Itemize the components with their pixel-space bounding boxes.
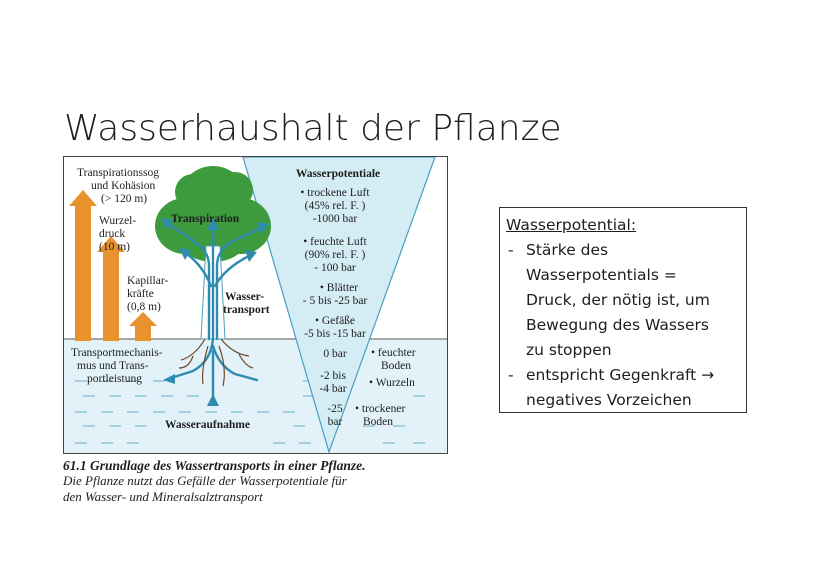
note-line: - entspricht Gegenkraft →	[526, 366, 715, 384]
label-kapillar-1: Kapillar-	[127, 275, 169, 287]
pot-trocken-3: -1000 bar	[312, 213, 358, 225]
pot-feucht-3: - 100 bar	[314, 262, 356, 274]
caption-line-1: Die Pflanze nutzt das Gefälle der Wasserpotentiale für	[63, 473, 347, 488]
note-list	[506, 238, 740, 413]
note-title: Wasserpotential:	[506, 216, 637, 234]
label-wurzel-3: (10 m)	[99, 241, 130, 253]
label-mech-1: Transportmechanis-	[71, 347, 163, 359]
caption-title: 61.1 Grundlage des Wassertransports in einer Pflanze.	[63, 458, 366, 473]
potentials-header: Wasserpotentiale	[295, 168, 381, 180]
label-sog-2: und Kohäsion	[91, 180, 156, 192]
pot-zero: 0 bar	[323, 348, 347, 360]
note-line: - Stärke des	[526, 241, 609, 259]
label-transpiration: Transpiration	[171, 213, 240, 225]
pot-gefaesse-1: • Gefäße	[314, 315, 356, 327]
label-wurzel-2: druck	[99, 228, 126, 240]
label-sog-1: Transpirationssog	[77, 167, 159, 179]
note-line: zu stoppen	[526, 341, 612, 359]
water-transport-figure	[63, 156, 448, 454]
label-mech-3: portleistung	[87, 373, 142, 385]
note-item-definition	[506, 238, 740, 363]
soil-trocken-1: • trockener	[355, 403, 406, 415]
pot-blaetter-2: - 5 bis -25 bar	[302, 295, 368, 307]
label-sog-3: (> 120 m)	[101, 193, 148, 205]
label-wurzel-1: Wurzel-	[99, 215, 137, 227]
note-line: Bewegung des Wassers	[526, 316, 709, 334]
pot-gefaesse-2: -5 bis -15 bar	[304, 328, 366, 340]
pot-feucht-2: (90% rel. F. )	[304, 249, 366, 261]
pot-low-2: bar	[327, 416, 343, 428]
slide-title: Wasserhaushalt der Pflanze	[64, 108, 562, 149]
label-transport-2: transport	[223, 304, 270, 316]
label-kapillar-2: kräfte	[127, 288, 154, 300]
pot-low-1: -25	[327, 403, 343, 415]
caption-line-2: den Wasser- und Mineralsalztransport	[63, 488, 263, 504]
pot-trocken-1: • trockene Luft	[300, 187, 370, 199]
note-line: negatives Vorzeichen	[526, 391, 692, 409]
figure-illustration	[63, 156, 448, 454]
note-item-sign	[506, 363, 740, 413]
note-line: Wasserpotentials =	[526, 266, 677, 284]
label-transport-1: Wasser-	[225, 291, 265, 303]
pot-mid-2: -4 bar	[319, 383, 347, 395]
figure-caption	[63, 458, 463, 504]
pot-mid-1: -2 bis	[320, 370, 346, 382]
note-line: Druck, der nötig ist, um	[526, 291, 710, 309]
soil-feucht-2: Boden	[381, 360, 412, 372]
pot-blaetter-1: • Blätter	[319, 282, 359, 294]
water-potential-note	[499, 207, 747, 413]
label-mech-2: mus und Trans-	[77, 360, 149, 372]
label-kapillar-3: (0,8 m)	[127, 301, 161, 313]
pot-trocken-2: (45% rel. F. )	[304, 200, 366, 212]
label-aufnahme: Wasseraufnahme	[165, 419, 250, 431]
soil-trocken-2: Boden	[363, 416, 394, 428]
pot-feucht-1: • feuchte Luft	[303, 236, 367, 248]
soil-feucht-1: • feuchter	[371, 347, 416, 359]
soil-wurzeln: • Wurzeln	[369, 377, 415, 389]
